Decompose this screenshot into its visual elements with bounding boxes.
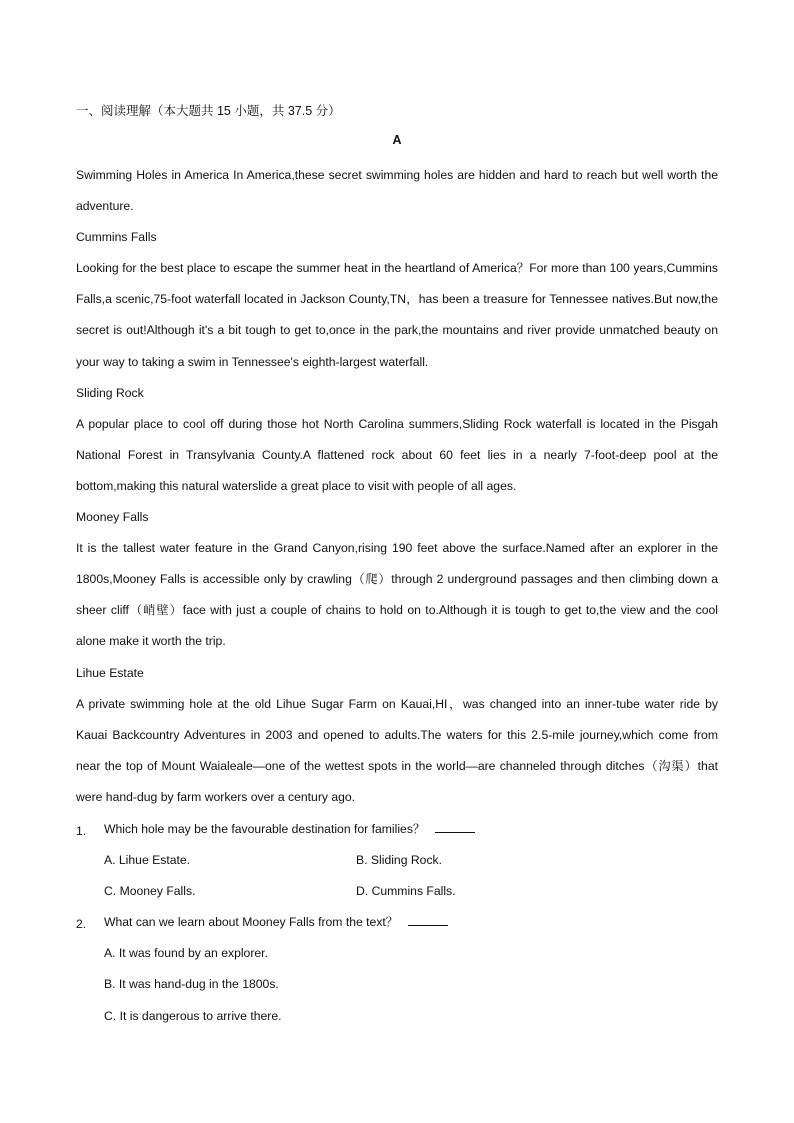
heading-sliding-rock: Sliding Rock [76, 385, 144, 400]
question-number: 1. [76, 824, 87, 838]
option-c[interactable]: C. It is dangerous to arrive there. [104, 1008, 282, 1023]
paragraph-sliding-rock: A popular place to cool off during those hot North Carolina summers,Sliding Rock waterfall is located in the Pisgah National Forest in Transylvania County.A flattened rock about 60 feet lies in a nearly 7-foot-deep pool at the bottom,making this natural waterslide a great place to visit with people of all ages. [76, 416, 718, 493]
passage-label: A [392, 133, 402, 147]
question-1 [76, 814, 718, 845]
option-a[interactable]: A. It was found by an explorer. [104, 946, 268, 961]
option-b[interactable]: B. Sliding Rock. [356, 853, 443, 868]
heading-cummins-falls: Cummins Falls [76, 230, 157, 245]
option-c[interactable]: C. Mooney Falls. [104, 884, 196, 899]
paragraph-cummins-falls: Looking for the best place to escape the summer heat in the heartland of America？For more than 100 years,Cummins Falls,a scenic,75-foot waterfall located in Jackson County,TN，has been a treasure for Tennessee natives.But now,the secret is out!Although it's a bit tough to get to,once in the park,the mountains and river provide unmatched beauty on your way to taking a swim in Tennessee's eighth-largest waterfall. [76, 261, 718, 369]
intro-paragraph: Swimming Holes in America In America,these secret swimming holes are hidden and hard to reach but well worth the adventure. [76, 168, 718, 214]
section-title: 一、阅读理解（本大题共 15 小题，共 37.5 分） [76, 104, 341, 118]
paragraph-lihue-estate: A private swimming hole at the old Lihue Sugar Farm on Kauai,HI，was changed into an inner-tube water ride by Kauai Backcountry Adventures in 2003 and opened to adults.The waters for this 2.5-mile journey,which come from near the top of Mount Waialeale—one of the wettest spots in the world—are channeled through ditches（沟渠）that were hand-dug by farm workers over a century ago. [76, 696, 718, 804]
question-stem: Which hole may be the favourable destination for families？ [104, 822, 426, 836]
answer-blank[interactable] [435, 818, 475, 833]
heading-mooney-falls: Mooney Falls [76, 510, 149, 525]
passage-body [76, 160, 718, 813]
questions-section [76, 814, 718, 1032]
question-number: 2. [76, 917, 87, 932]
heading-lihue-estate: Lihue Estate [76, 665, 144, 680]
option-d[interactable]: D. Cummins Falls. [356, 884, 456, 899]
paragraph-mooney-falls: It is the tallest water feature in the Grand Canyon,rising 190 feet above the surface.Named after an explorer in the 1800s,Mooney Falls is accessible only by crawling（爬）through 2 underground passages and then climbing down a sheer cliff（峭壁）face with just a couple of chains to hold on to.Although it is tough to get to,the view and the cool alone make it worth the trip. [76, 541, 718, 649]
question-stem: What can we learn about Mooney Falls from the text？ [104, 915, 398, 930]
answer-blank[interactable] [408, 911, 448, 926]
option-a[interactable]: A. Lihue Estate. [104, 853, 191, 868]
question-2 [76, 907, 718, 938]
option-b[interactable]: B. It was hand-dug in the 1800s. [104, 977, 279, 992]
